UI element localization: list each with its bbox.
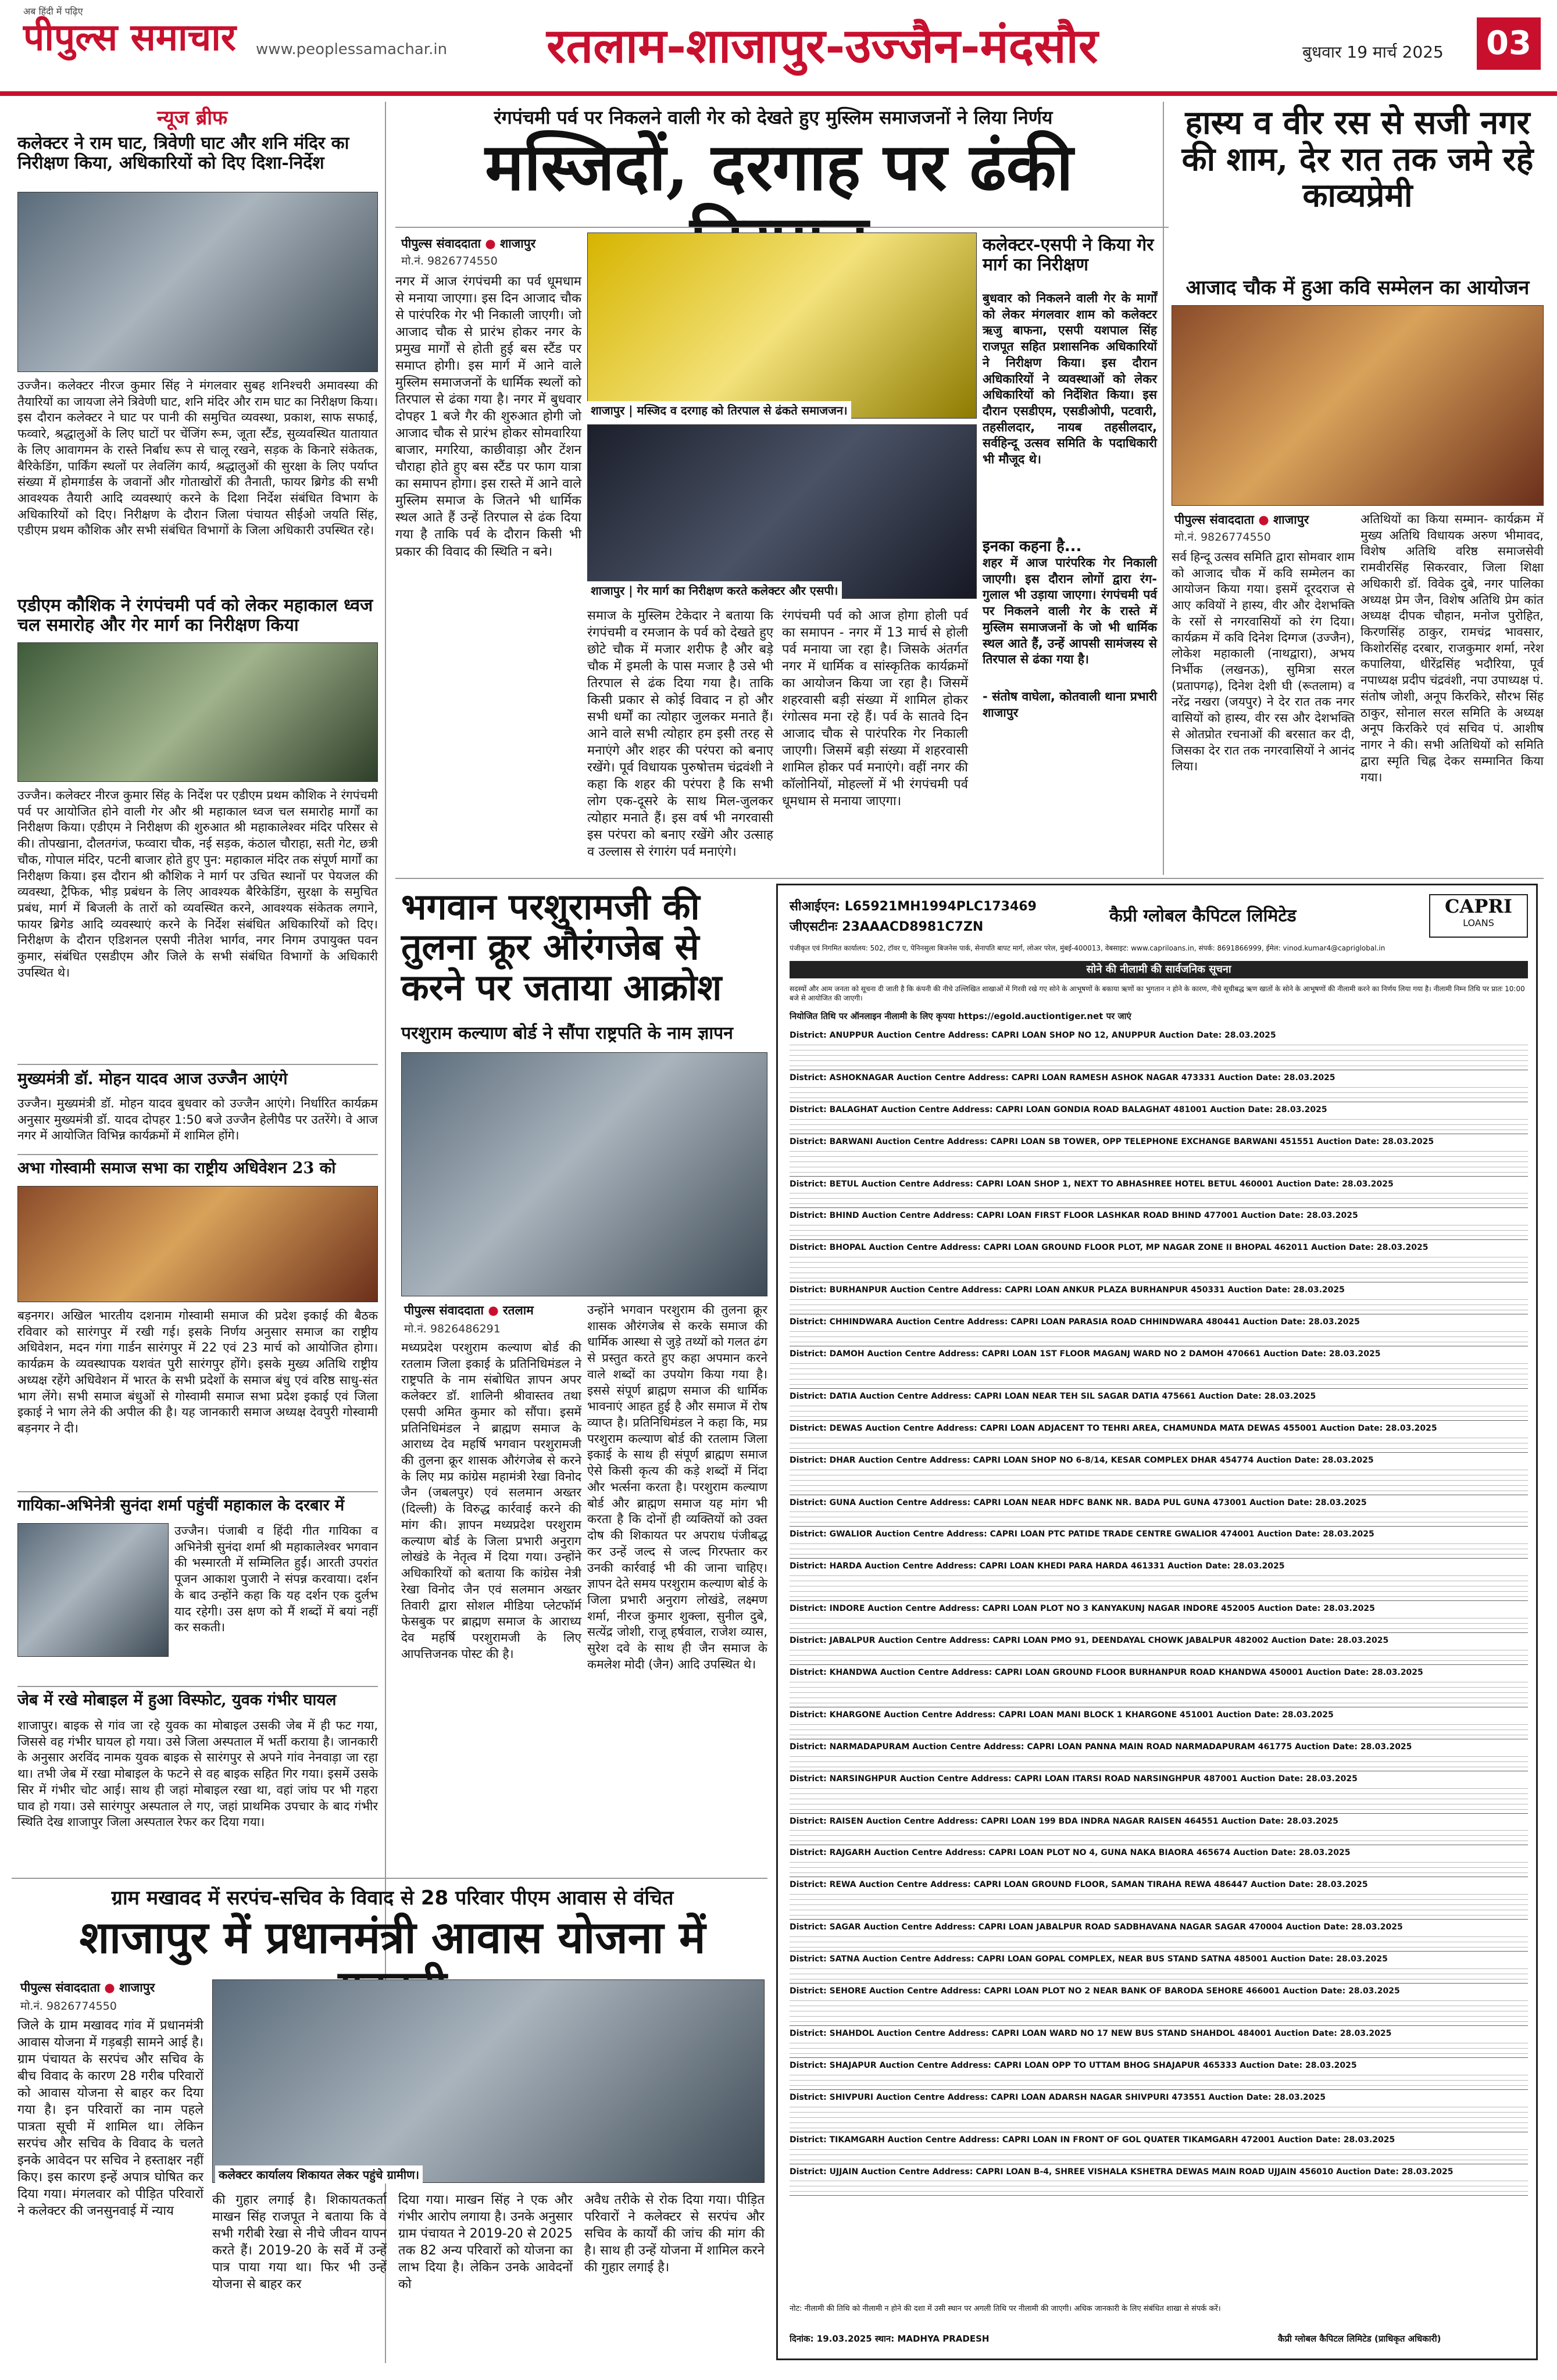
ad-district-row: District: DEWAS Auction Centre Address: CAPRI LOAN ADJACENT TO TEHRI AREA, CHAMUNDA MATA DEWAS 455001 Auction Date: 28.03.2025 — [790, 1423, 1437, 1433]
ad-district-row: District: SHIVPURI Auction Centre Address: CAPRI LOAN ADARSH NAGAR SHIVPURI 473551 Auction Date: 28.03.2025 — [790, 2092, 1326, 2102]
ad-district-row: District: SHAHDOL Auction Centre Address: CAPRI LOAN WARD NO 17 NEW BUS STAND SHAHDOL 484001 Auction Date: 28.03.2025 — [790, 2028, 1392, 2038]
ad-district-row: District: DATIA Auction Centre Address: CAPRI LOAN NEAR TEH SIL SAGAR DATIA 475661 Auction Date: 28.03.2025 — [790, 1391, 1316, 1401]
brief-story1-body: उज्जैन। कलेक्टर नीरज कुमार सिंह ने मंगलवार सुबह शनिश्चरी अमावस्या की तैयारियों का जायजा लेने त्रिवेणी घाट, शनि मंदिर और राम घाट का निरीक्षण किया। इस दौरान कलेक्टर ने घाट पर पानी की समुचित व्यवस्था, प्रकाश, साफ सफाई, फव्वारे, श्रद्धालुओं के लिए घाटों पर चेंजिंग रूम, जूता स्टैंड, सुव्यवस्थित यातायात के लिए आवागमन के रास्ते निर्बाध रूप से चालू रखने, सड़क के किनारे संकेतक, बैरिकेडिंग, पार्किंग स्थलों पर लेवलिंग कार्य, श्रद्धालुओं की सुरक्षा के लिए पर्याप्त संख्या में होमगार्डस के जवानों और गोताखोरों की तैनाती, फायर ब्रिगेड की सभी आवश्यक तैयारी आदि व्यवस्थाएं करने के दिशा निर्देश संबंधित विभाग के अधिकारियों को दिए। निरीक्षण के दौरान जिला पंचायत सीईओ जयति सिंह, एडीएम प्रथम कौशिक और सभी संबंधित विभागों के जिला अधिकारी उपस्थित रहे। — [17, 378, 378, 538]
ad-district-row: District: ASHOKNAGAR Auction Centre Address: CAPRI LOAN RAMESH ASHOK NAGAR 473331 Auction Date: 28.03.2025 — [790, 1073, 1335, 1082]
ad-loan-numbers — [790, 1361, 1528, 1389]
ad-gstin: जीएसटीनः 23AAACD8981C7ZN — [790, 920, 984, 934]
ad-loan-numbers — [790, 1509, 1528, 1527]
brief-story1-headline: कलेक्टर ने राम घाट, त्रिवेणी घाट और शनि मंदिर का निरीक्षण किया, अधिकारियों को दिए दिशा-निर्देश — [17, 133, 349, 173]
pmay-body-col4: अवैध तरीके से रोक दिया गया। पीड़ित परिवारों ने कलेक्टर से सरपंच और सचिव के कार्यों की जांच की मांग की है। साथ ही उन्हें योजना में शामिल करने की गुहार लगाई है। — [584, 2193, 765, 2275]
goswami-samaj-photo — [17, 1186, 378, 1302]
ad-district-row: District: JABALPUR Auction Centre Address: CAPRI LOAN PMO 91, DEENDAYAL CHOWK JABALPUR 482002 Auction Date: 28.03.2025 — [790, 1636, 1389, 1646]
quote-attribution: - संतोष वाघेला, कोतवाली थाना प्रभारी शाजापुर — [983, 689, 1157, 720]
byline-place: शाजापुर — [1273, 513, 1309, 527]
pmay-body-col2: की गुहार लगाई है। शिकायतकर्ता माखन सिंह राजपूत ने बताया कि वे सभी गरीबी रेखा से नीचे जीवन यापन करते हैं। 2019-20 के सर्वे में उन्हें पात्र पाया गया था। फिर भी उन्हें योजना से बाहर कर — [212, 2193, 387, 2292]
ad-district-row: District: REWA Auction Centre Address: CAPRI LOAN GROUND FLOOR, SAMAN TIRAHA REWA 486447 Auction Date: 28.03.2025 — [790, 1880, 1368, 1890]
lead-kicker: रंगपंचमी पर्व पर निकलने वाली गेर को देखते हुए मुस्लिम समाजजनों ने लिया निर्णय — [494, 106, 1053, 128]
ad-district-row: District: KHARGONE Auction Centre Address: CAPRI LOAN MANI BLOCK 1 KHARGONE 451001 Auction Date: 28.03.2025 — [790, 1710, 1334, 1720]
ad-district-row: District: BETUL Auction Centre Address: CAPRI LOAN SHOP 1, NEXT TO ABHASHREE HOTEL BETUL 460001 Auction Date: 28.03.2025 — [790, 1179, 1394, 1189]
ad-district-row: District: NARMADAPURAM Auction Centre Address: CAPRI LOAN PANNA MAIN ROAD NARMADAPURAM 461775 Auction Date: 28.03.2025 — [790, 1742, 1412, 1752]
pmay-photo-caption: कलेक्टर कार्यालय शिकायत लेकर पहुंचे ग्रामीण। — [215, 2165, 423, 2184]
lead-byline: पीपुल्स संवाददाता ● शाजापुर — [401, 237, 536, 251]
ad-loan-numbers — [790, 1648, 1528, 1665]
quote-body: शहर में आज पारंपरिक गेर निकाली जाएगी। इस दौरान लोगों द्वारा रंग-गुलाल भी उड़ाया जाएगा। रंगपंचमी पर्व पर निकलने वाली गेर के रास्ते में मुस्लिम समाजजनों के जो भी धार्मिक स्थल आते हैं, उन्हें आपसी सामंजस्य से तिरपाल से ढंका गया है। — [983, 556, 1157, 667]
lead-body-col2: समाज के मुस्लिम टेकेदार ने बताया कि रंगपंचमी व रमजान के पर्व को देखते हुए छोटे चौक में मजार शरीफ है और बड़े चौक में इमली के पास मजार है उसे भी तिरपाल से ढंक दिया गया है। ताकि किसी प्रकार से कोई विवाद न हो और सभी धर्मों का त्योहार जुलकर मनाते हैं। आने वाले सभी त्योहार हम इसी तरह से मनाएंगे और शहर की परंपरा को बनाए रखेंगे। पूर्व विधायक पुरुषोत्तम चंद्रवंशी ने कहा कि शहर की परंपरा है कि सभी लोग एक-दूसरे के साथ मिल-जुलकर त्योहार मनाते हैं। इस वर्ष भी नगरवासी इस परंपरा को बनाए रखेंगे और उत्साह व उल्लास से रंगारंग पर्व मनाएंगे। — [587, 609, 773, 860]
ad-loan-numbers — [790, 1403, 1528, 1421]
ad-intro: सदस्यों और आम जनता को सूचना दी जाती है कि कंपनी की नीचे उल्लिखित शाखाओं में गिरवी रखे गए सोने के आभूषणों के बकाया ऋणों का भुगतान न होने के कारण, नीचे सूचीबद्ध ऋण खातों के सोने के आभूषणों की नीलामी करने का निर्णय लिया गया है। नीलामी निम्न तिथि पर प्रातः 10:00 बजे से आयोजित की जाएगी। — [790, 985, 1525, 1003]
inspection-photo-caption: शाजापुर | गेर मार्ग का निरीक्षण करते कलेक्टर और एसपी। — [587, 581, 842, 599]
ad-loan-numbers — [790, 1860, 1528, 1877]
ad-loan-numbers — [790, 1042, 1528, 1070]
ad-district-row: District: BHOPAL Auction Centre Address: CAPRI LOAN GROUND FLOOR PLOT, MP NAGAR ZONE II BHOPAL 462011 Auction Date: 28.03.2025 — [790, 1243, 1429, 1253]
byline-place: शाजापुर — [119, 1981, 155, 1995]
ad-district-row: District: INDORE Auction Centre Address: CAPRI LOAN PLOT NO 3 KANYAKUNJ NAGAR INDORE 452005 Auction Date: 28.03.2025 — [790, 1604, 1375, 1614]
ad-loan-numbers — [790, 1541, 1528, 1559]
parshuram-byline: पीपुल्स संवाददाता ● रतलाम — [404, 1303, 534, 1317]
mosque-photo-caption: शाजापुर | मस्जिद व दरगाह को तिरपाल से ढंकते समाजजन। — [587, 401, 851, 419]
poets-body-col2: अतिथियों का किया सम्मान- कार्यक्रम में मुख्य अतिथि विधायक अरुण भीमावद, विशेष अतिथि वरिष्ठ समाजसेवी रामवीरसिंह सिकरवार, जिला शिक्षा अधिकारी डॉ. विवेक दुबे, नगर पालिका अध्यक्ष प्रेम जैन, विशेष अतिथि प्रेम कांत अध्यक्ष दीपक चौहान, मनोज पुरोहित, किरणसिंह ठाकुर, रामचंद्र भावसार, किशोरसिंह दरबार, राजकुमार शर्मा, नरेश कपालिया, धीरेंद्रसिंह भदौरिया, पूर्व नपाध्यक्ष प्रदीप चंद्रवंशी, नपा उपाध्यक्ष पं. संतोष जोशी, अनूप किरकिरे, सौरभ सिंह ठाकुर, सोनाल सरल समिति के अध्यक्ष अनूप किरकिरे एवं सचिव पं. आशीष नागर ने की। सभी अतिथियों को समिति द्वारा स्मृति चिह्न देकर सम्मानित किया गया। — [1360, 512, 1544, 784]
section-rule — [395, 878, 1544, 879]
ad-district-row: District: SAGAR Auction Centre Address: CAPRI LOAN JABALPUR ROAD SADBHAVANA NAGAR SAGAR 470004 Auction Date: 28.03.2025 — [790, 1922, 1403, 1932]
ad-district-row: District: BALAGHAT Auction Centre Address: CAPRI LOAN GONDIA ROAD BALAGHAT 481001 Auction Date: 28.03.2025 — [790, 1105, 1327, 1114]
ad-district-row: District: TIKAMGARH Auction Centre Address: CAPRI LOAN IN FRONT OF GOL QUATER TIKAMGARH 472001 Auction Date: 28.03.2025 — [790, 2135, 1395, 2145]
ad-district-row: District: BURHANPUR Auction Centre Address: CAPRI LOAN ANKUR PLAZA BURHANPUR 450331 Auction Date: 28.03.2025 — [790, 1285, 1345, 1295]
ad-title: सोने की नीलामी की सार्वजनिक सूचना — [790, 961, 1528, 978]
poets-body-col1: सर्व हिन्दू उत्सव समिति द्वारा सोमवार शाम को आजाद चौक में कवि सम्मेलन का आयोजन किया गया। इसमें दूरदराज से आए कवियों ने हास्य, वीर और देशभक्ति के रसों से नगरवासियों को रंग दिया। कार्यक्रम में कवि दिनेश दिग्गज (उज्जैन), लोकेश महाकाली (नाथद्वारा), अभय निर्भीक (लखनऊ), सुमित्रा सरल (प्रतापगढ़), दिनेश देशी घी (रूतलाम) व नरेंद्र नखरा (जयपुर) ने देर रात तक नगर वासियों को हास्य, वीर रस और देशभक्ति से ओतप्रोत रचनाओं की बरसात कर दी, जिसका देर रात तक नगरवासियों ने आनंद लिया। — [1172, 550, 1355, 774]
ad-district-row: District: RAISEN Auction Centre Address: CAPRI LOAN 199 BDA INDRA NAGAR RAISEN 464551 Auction Date: 28.03.2025 — [790, 1816, 1338, 1826]
pmay-byline: पीपुल्स संवाददाता ● शाजापुर — [20, 1981, 155, 1995]
byline-name: पीपुल्स संवाददाता — [401, 237, 481, 251]
ad-district-row: District: NARSINGHPUR Auction Centre Address: CAPRI LOAN ITARSI ROAD NARSINGHPUR 487001 Auction Date: 28.03.2025 — [790, 1774, 1358, 1784]
ad-loan-numbers — [790, 1467, 1528, 1495]
ad-loan-numbers — [790, 2147, 1528, 2164]
ad-footer-signatory: कैप्री ग्लोबल कैपिटल लिमिटेड (प्राधिकृत अधिकारी) — [1278, 2333, 1441, 2344]
ad-district-row: District: KHANDWA Auction Centre Address: CAPRI LOAN GROUND FLOOR BURHANPUR ROAD KHANDWA 450001 Auction Date: 28.03.2025 — [790, 1668, 1423, 1678]
collector-sp-inspection-photo — [587, 424, 977, 599]
ad-district-row: District: BHIND Auction Centre Address: CAPRI LOAN FIRST FLOOR LASHKAR ROAD BHIND 477001 Auction Date: 28.03.2025 — [790, 1211, 1358, 1221]
capri-auction-ad — [776, 884, 1538, 2360]
ad-district-row: District: HARDA Auction Centre Address: CAPRI LOAN KHEDI PARA HARDA 461331 Auction Date: 28.03.2025 — [790, 1561, 1285, 1571]
capri-logo — [1429, 894, 1528, 938]
byline-name: पीपुल्स संवाददाता — [404, 1303, 484, 1317]
pmay-body-col1: जिले के ग्राम मखावद गांव में प्रधानमंत्री आवास योजना में गड़बड़ी सामने आई है। ग्राम पंचायत के सरपंच और सचिव के बीच विवाद के कारण 28 गरीब परिवारों को आवास योजना से बाहर कर दिया गया है। इन परिवारों का नाम पहले पात्रता सूची में शामिल था। लेकिन सरपंच और सचिव के विवाद के चलते इनके आवेदन पर सचिव ने हस्ताक्षर नहीं किए। इस कारण इन्हें अपात्र घोषित कर दिया गया। मंगलवार को पीड़ित परिवारों ने कलेक्टर की जनसुनवाई में न्याय — [17, 2018, 203, 2219]
ad-loan-numbers — [790, 1786, 1528, 1814]
ad-district-list — [790, 1028, 1528, 2196]
ad-district-row: District: RAJGARH Auction Centre Address: CAPRI LOAN PLOT NO 4, GUNA NAKA BIAORA 465674 Auction Date: 28.03.2025 — [790, 1848, 1351, 1858]
ad-district-row: District: GWALIOR Auction Centre Address: CAPRI LOAN PTC PATIDE TRADE CENTRE GWALIOR 474001 Auction Date: 28.03.2025 — [790, 1530, 1374, 1539]
sidebar-body: बुधवार को निकलने वाली गेर के मार्गों को लेकर मंगलवार शाम को कलेक्टर ऋजु बाफना, एसपी यशपाल सिंह राजपूत सहित प्रशासनिक अधिकारियों ने निरीक्षण किया। इस दौरान अधिकारियों ने व्यवस्थाओं को लेकर अधिकारियों को निर्देशित किया। इस दौरान एसडीएम, एसडीओपी, पटवारी, तहसीलदार, नायब तहसीलदार, सर्वहिन्दू उत्सव समिति के पदाधिकारी भी मौजूद थे। — [983, 291, 1157, 467]
poets-deck: आजाद चौक में हुआ कवि सम्मेलन का आयोजन — [1185, 276, 1530, 299]
brief-kicker: न्यूज ब्रीफ — [157, 106, 228, 130]
kavi-sammelan-photo — [1172, 305, 1544, 506]
poets-headline: हास्य व वीर रस से सजी नगर की शाम, देर रात तक जमे रहे काव्यप्रेमी — [1181, 103, 1534, 215]
ad-loan-numbers — [790, 1679, 1528, 1707]
brief-story2-body: उज्जैन। कलेक्टर नीरज कुमार सिंह के निर्देश पर एडीएम प्रथम कौशिक ने रंगपंचमी पर्व पर आयोजित होने वाली गेर और श्री महाकाल ध्वज चल समारोह मार्गों का निरीक्षण किया। एडीएम ने निरीक्षण की शुरुआत श्री महाकालेश्वर मंदिर परिसर से की। तोपखाना, दौलतगंज, फव्वारा चौक, नई सड़क, कंठाल चौराहा, सती गेट, छत्री चौक, गोपाल मंदिर, पटनी बाजार होते हुए पुन: महाकाल मंदिर तक संपूर्ण मार्गों का निरीक्षण किया। इस दौरान श्री कौशिक ने मार्ग पर उचित स्थानों पर पेयजल की व्यवस्था, ट्रैफिक, भीड़ प्रबंधन के लिए आवश्यक बैरिकेडिंग, सुरक्षा के समुचित प्रबंध, मार्ग में बिजली के तारों को व्यवस्थित करने, आवश्यक संकेतक लगाने, फायर ब्रिगेड आदि व्यवस्थाएं करने के निर्देश संबंधित अधिकारियों को दिए। निरीक्षण के दौरान एडिशनल एसपी नीतेश भार्गव, नगर निगम उपायुक्त पवन कुमार, संबंधित एसडीएम और जिले के सभी संबंधित विभागों के अधिकारी उपस्थित थे। — [17, 788, 378, 980]
parshuram-headline: भगवान परशुरामजी की तुलना क्रूर औरंगजेब से करने पर जताया आक्रोश — [401, 885, 722, 1009]
lead-mobile: मो.नं. 9826774550 — [401, 255, 498, 267]
brief-story4-headline: अभा गोस्वामी समाज सभा का राष्ट्रीय अधिवेशन 23 को — [17, 1159, 336, 1177]
mosque-tarpaulin-photo — [587, 233, 977, 419]
sunanda-sharma-photo — [17, 1523, 169, 1657]
lead-body-col1: नगर में आज रंगपंचमी का पर्व धूमधाम से मनाया जाएगा। इस दिन आजाद चौक से पारंपरिक गेर भी निकाली जाएगी। जो आजाद चौक से प्रारंभ होकर नगर के प्रमुख मार्गों से होती हुई बस स्टैंड पर समाप्त होगी। इस मार्ग में आने वाले मुस्लिम समाजजनों के धार्मिक स्थलों को तिरपाल से ढंका गया है। नगर में बुधवार दोपहर 1 बजे गैर की शुरुआत होगी जो आजाद चौक से प्रारंभ होकर सोमवारिया बाजार, मगरिया, काछीवाड़ा और टेंशन चौराहा होते हुए बस स्टैंड पर फाग यात्रा का समापन होगा। इस रास्ते में आने वाले मुस्लिम समाज के जितने भी धार्मिक स्थल आते हैं उन्हें तिरपाल से ढंक दिया गया है ताकि पर्व के दौरान किसी भी प्रकार की विवाद की स्थिति न बने। — [395, 274, 581, 559]
capri-logo-sub: LOANS — [1463, 917, 1494, 928]
ad-loan-numbers — [790, 1085, 1528, 1102]
section-title: रतलाम-शाजापुर-उज्जैन-मंदसौर — [547, 18, 1098, 74]
ad-loan-numbers — [790, 1966, 1528, 1984]
ad-footer-place: दिनांक: 19.03.2025 स्थान: MADHYA PRADESH — [790, 2333, 990, 2344]
sidebar-headline: कलेक्टर-एसपी ने किया गेर मार्ग का निरीक्षण — [983, 235, 1154, 275]
website-url[interactable]: www.peoplessamachar.in — [256, 41, 448, 58]
brief-story5-body: उज्जैन। पंजाबी व हिंदी गीत गायिका व अभिनेत्री सुनंदा शर्मा श्री महाकालेश्वर भगवान की भस्मारती में सम्मिलित हुईं। आरती उपरांत पूजन आकाश पुजारी ने संपन्न करवाया। दर्शन के बाद उन्होंने कहा कि यह दर्शन एक दुर्लभ याद रहेगी। उस क्षण को मैं शब्दों में बयां नहीं कर सकती। — [174, 1524, 378, 1635]
section-rule — [17, 1686, 378, 1687]
quote-heading: इनका कहना है... — [983, 538, 1082, 555]
ad-loan-numbers — [790, 1117, 1528, 1134]
parshuram-body-col1: मध्यप्रदेश परशुराम कल्याण बोर्ड की रतलाम जिला इकाई के प्रतिनिधिमंडल ने राष्ट्रपति के नाम संबोधित ज्ञापन अपर कलेक्टर डॉ. शालिनी श्रीवास्तव तथा एसपी अमित कुमार को सौंपा। इसमें प्रतिनिधिमंडल ने ब्राह्मण समाज के आराध्य देव महर्षि भगवान परशुरामजी की तुलना क्रूर शासक औरंगजेब से करने के लिए मप्र कांग्रेस महामंत्री रेखा विनोद जैन (जबलपुर) एवं सलमान अख्तर (दिल्ली) के विरुद्ध कार्रवाई करने की मांग की। ज्ञापन मध्यप्रदेश परशुराम कल्याण बोर्ड के जिला प्रभारी अनुराग लोखंडे के नेतृत्व में दिया गया। उन्होंने अधिकारियों को बताया कि कांग्रेस नेत्री रेखा विनोद जैन एवं सलमान अख्तर तिवारी द्वारा सोशल मीडिया प्लेटफॉर्म फेसबुक पर ब्राह्मण समाज के आराध्य देव महर्षि परशुरामजी के लिए आपत्तिजनक पोस्ट की है। — [401, 1341, 581, 1661]
collector-ghat-photo — [17, 192, 378, 372]
ad-loan-numbers — [790, 2104, 1528, 2132]
ad-loan-numbers — [790, 2040, 1528, 2058]
ad-section-title: नियोजित तिथि पर ऑनलाइन नीलामी के लिए कृपया https://egold.auctiontiger.net पर जाएं — [790, 1011, 1131, 1021]
ad-district-row: District: UJJAIN Auction Centre Address: CAPRI LOAN B-4, SHREE VISHALA KSHETRA DEWAS MAIN ROAD UJJAIN 456010 Auction Date: 28.03.2025 — [790, 2167, 1454, 2177]
brief-story3-body: उज्जैन। मुख्यमंत्री डॉ. मोहन यादव बुधवार को उज्जैन आएंगे। निर्धारित कार्यक्रम अनुसार मुख्यमंत्री डॉ. यादव दोपहर 1:50 बजे उज्जैन हेलीपैड पर उतरेंगे। वे आज नगर में आयोजित विभिन्न कार्यक्रमों में शामिल होंगे। — [17, 1096, 378, 1143]
section-rule — [17, 1491, 378, 1492]
ad-loan-numbers — [790, 1573, 1528, 1601]
ad-district-row: District: ANUPPUR Auction Centre Address: CAPRI LOAN SHOP NO 12, ANUPPUR Auction Date: 28.03.2025 — [790, 1031, 1276, 1040]
ad-company-name: कैप्री ग्लोबल कैपिटल लिमिटेड — [1109, 906, 1297, 926]
masthead-tagline: अब हिंदी में पढ़िए — [23, 6, 83, 17]
parshuram-deck: परशुराम कल्याण बोर्ड ने सौंपा राष्ट्रपति के नाम ज्ञापन — [401, 1023, 733, 1044]
pmay-mobile: मो.नं. 9826774550 — [20, 2000, 117, 2013]
section-rule — [17, 1154, 378, 1155]
brief-story5-headline: गायिका-अभिनेत्री सुनंदा शर्मा पहुंचीं महाकाल के दरबार में — [17, 1496, 345, 1514]
newspaper-logo[interactable]: पीपुल्स समाचार — [23, 16, 236, 59]
ad-district-row: District: DHAR Auction Centre Address: CAPRI LOAN SHOP NO 6-8/14, KESAR COMPLEX DHAR 454774 Auction Date: 28.03.2025 — [790, 1455, 1374, 1465]
brief-story3-headline: मुख्यमंत्री डॉ. मोहन यादव आज उज्जैन आएंगे — [17, 1069, 288, 1088]
byline-name: पीपुल्स संवाददाता — [1174, 513, 1254, 527]
byline-place: रतलाम — [502, 1303, 534, 1317]
ad-loan-numbers — [790, 1297, 1528, 1314]
section-rule — [17, 1064, 378, 1065]
poets-mobile: मो.नं. 9826774550 — [1174, 531, 1271, 544]
ad-loan-numbers — [790, 1722, 1528, 1739]
ad-district-row: District: DAMOH Auction Centre Address: CAPRI LOAN 1ST FLOOR MAGANJ WARD NO 2 DAMOH 470661 Auction Date: 28.03.2025 — [790, 1349, 1381, 1359]
ad-note: नोट: नीलामी की तिथि को नीलामी न होने की दशा में उसी स्थान पर अगली तिथि पर नीलामी की जाएगी। अधिक जानकारी के लिए संबंधित शाखा से संपर्क करें। — [790, 2304, 1221, 2313]
issue-date: बुधवार 19 मार्च 2025 — [1302, 42, 1444, 62]
section-rule — [395, 227, 1169, 228]
masthead — [0, 0, 1557, 96]
column-divider — [1163, 102, 1164, 875]
ad-district-row: District: SATNA Auction Centre Address: CAPRI LOAN GOPAL COMPLEX, NEAR BUS STAND SATNA 485001 Auction Date: 28.03.2025 — [790, 1954, 1388, 1964]
ad-loan-numbers — [790, 1934, 1528, 1952]
adm-inspection-photo — [17, 642, 378, 782]
ad-loan-numbers — [790, 2178, 1528, 2196]
section-rule — [12, 1878, 767, 1879]
ad-loan-numbers — [790, 1616, 1528, 1633]
ad-loan-numbers — [790, 1329, 1528, 1346]
brief-story6-headline: जेब में रखे मोबाइल में हुआ विस्फोट, युवक गंभीर घायल — [17, 1691, 337, 1709]
byline-place: शाजापुर — [499, 237, 536, 251]
ad-cin: सीआईएन: L65921MH1994PLC173469 — [790, 899, 1037, 914]
pmay-headline: शाजापुर में प्रधानमंत्री आवास योजना में — [79, 1911, 706, 1963]
pmay-kicker: ग्राम मखावद में सरपंच-सचिव के विवाद से 28 परिवार पीएम आवास से वंचित — [111, 1886, 674, 1910]
parshuram-body-col2: उन्होंने भगवान परशुराम की तुलना क्रूर शासक औरंगजेब से करके समाज की धार्मिक आस्था से जुड़े तथ्यों को गलत ढंग से प्रस्तुत करते हुए कहा अपमान करने वाले शब्दों का उपयोग किया गया है। इससे संपूर्ण ब्राह्मण समाज की धार्मिक भावनाएं आहत हुई है और समाज में रोष व्याप्त है। प्रतिनिधिमंडल ने कहा कि, मप्र परशुराम कल्याण बोर्ड की रतलाम जिला इकाई के साथ ही संपूर्ण ब्राह्मण समाज ऐसे किसी कृत्य की कड़े शब्दों में निंदा और भर्त्सना करता है। परशुराम कल्याण बोर्ड और ब्राह्मण समाज यह मांग भी करता है कि दोनों ही व्यक्तियों को उक्त दोष की शिकायत पर अपराध पंजीबद्ध कर उन्हें जल्द से जल्द गिरफ्तार कर उनकी कार्रवाई भी की जाना चाहिए। ज्ञापन देते समय परशुराम कल्याण बोर्ड के जिला प्रभारी अनुराग लोखंडे, लक्ष्मण शर्मा, नीरज कुमार शुक्ला, सुनील दुबे, सत्येंद्र जोशी, राजू हर्षवाल, राजेश व्यास, सुरेश दवे के साथ ही जैन समाज के कमलेश मोदी (जैन) आदि उपस्थित थे। — [587, 1303, 767, 1671]
ad-district-row: District: GUNA Auction Centre Address: CAPRI LOAN NEAR HDFC BANK NR. BADA PUL GUNA 473001 Auction Date: 28.03.2025 — [790, 1498, 1367, 1507]
ad-loan-numbers — [790, 1828, 1528, 1845]
ad-loan-numbers — [790, 1223, 1528, 1240]
memorandum-photo — [401, 1052, 767, 1296]
pmay-body-col3: दिया गया। माखन सिंह ने एक और गंभीर आरोप लगाया है। उनके अनुसार ग्राम पंचायत ने 2019-20 से 2025 तक 82 अन्य परिवारों को योजना का लाभ दिया है। लेकिन उनके आवेदनों को — [398, 2193, 573, 2292]
ad-district-row: District: SHAJAPUR Auction Centre Address: CAPRI LOAN OPP TO UTTAM BHOG SHAJAPUR 465333 Auction Date: 28.03.2025 — [790, 2060, 1357, 2070]
brief-story2-headline: एडीएम कौशिक ने रंगपंचमी पर्व को लेकर महाकाल ध्वज चल समारोह और गेर मार्ग का निरीक्षण किया — [17, 595, 373, 635]
ad-loan-numbers — [790, 2072, 1528, 2090]
byline-name: पीपुल्स संवाददाता — [20, 1981, 100, 1995]
ad-loan-numbers — [790, 1435, 1528, 1453]
ad-district-row: District: CHHINDWARA Auction Centre Address: CAPRI LOAN PARASIA ROAD CHHINDWARA 480441 Auction Date: 28.03.2025 — [790, 1317, 1360, 1327]
ad-loan-numbers — [790, 1998, 1528, 2026]
lead-body-col3: रंगपंचमी पर्व को आज होगा होली पर्व का समापन - नगर में 13 मार्च से होली पर्व मनाया जा रहा है। जिसके अंतर्गत नगर में धार्मिक व सांस्कृतिक कार्यक्रमों का आयोजन किया जा रहा है। जिसमें शहरवासी बड़ी संख्या में शामिल होकर रंगोत्सव मना रहे हैं। पर्व के सातवे दिन आजाद चौक से पारंपरिक गेर निकाली जाएगी। जिसमें बड़ी संख्या में शहरवासी शामिल होकर पर्व मनाएंगे। वहीं नगर की कॉलोनियों, मोहल्लों में भी रंगपंचमी पर्व धूमधाम से मनाया जाएगा। — [782, 609, 968, 809]
brief-story6-body: शाजापुर। बाइक से गांव जा रहे युवक का मोबाइल उसकी जेब में ही फट गया, जिससे वह गंभीर घायल हो गया। उसे जिला अस्पताल में भर्ती कराया है। जानकारी के अनुसार अरविंद नामक युवक बाइक से सारंगपुर से अपने गांव नेनवाड़ा जा रहा था। तभी जेब में रखा मोबाइल के फटने से वह बाइक सहित गिर गया। इसमें उसके सिर में गंभीर चोट आई। साथ ही जहां मोबाइल रखा था, वहां जांघ पर भी गहरा घाव हो गया। उसे सारंगपुर अस्पताल ले गए, जहां प्राथमिक उपचार के बाद गंभीर स्थिति देख शाजापुर जिला अस्पताल रेफर कर दिया गया। — [17, 1718, 378, 1829]
lead-headline: मस्जिदों, दरगाह पर ढंकी — [485, 129, 1073, 205]
ad-office: पंजीकृत एवं निगमित कार्यालय: 502, टॉवर ए, पेनिनसुला बिजनेस पार्क, सेनापति बापट मार्ग, लोअर परेल, मुंबई-400013, वेबसाइट: www.capriloans.in, संपर्क: 8691866999, ईमेल: vinod.kumar4@capriglobal.in — [790, 944, 1385, 952]
ad-loan-numbers — [790, 1149, 1528, 1177]
capri-logo-text: CAPRI — [1445, 895, 1512, 917]
parshuram-mobile: मो.नं. 9826486291 — [404, 1323, 501, 1335]
ad-loan-numbers — [790, 1754, 1528, 1771]
poets-byline: पीपुल्स संवाददाता ● शाजापुर — [1174, 513, 1309, 527]
ad-loan-numbers — [790, 1892, 1528, 1920]
ad-district-row: District: BARWANI Auction Centre Address: CAPRI LOAN SB TOWER, OPP TELEPHONE EXCHANGE BARWANI 451551 Auction Date: 28.03.2025 — [790, 1137, 1434, 1146]
villagers-complaint-photo — [212, 1979, 765, 2183]
brief-story4-body: बड़नगर। अखिल भारतीय दशनाम गोस्वामी समाज की प्रदेश इकाई की बैठक रविवार को सारंगपुर में रखी गई। इसके निर्णय अनुसार समाज का राष्ट्रीय अधिवेशन, मदन गंगा गार्डन सारंगपुर में 22 एवं 23 मार्च को आयोजित होगा। कार्यक्रम के व्यवस्थापक यशवंत पुरी सारंगपुर होंगे। इसके मुख्य अतिथि राष्ट्रीय अध्यक्ष रहेंगे अधिवेशन में भारत के सभी प्रदेशों के समाज बंधु एवं वरिष्ठ साधु-संत भाग लेंगे। सभी समाज बंधुओं से गोस्वामी समाज सभा प्रदेश इकाई एवं जिला इकाई ने भाग लेने की अपील की है। यह जानकारी समाज अध्यक्ष देवपुरी गोस्वामी बड़नगर ने दी। — [17, 1309, 378, 1436]
ad-loan-numbers — [790, 1255, 1528, 1282]
page-number: 03 — [1477, 17, 1541, 70]
ad-district-row: District: SEHORE Auction Centre Address: CAPRI LOAN PLOT NO 2 NEAR BANK OF BARODA SEHORE 466001 Auction Date: 28.03.2025 — [790, 1986, 1400, 1996]
ad-loan-numbers — [790, 1191, 1528, 1208]
